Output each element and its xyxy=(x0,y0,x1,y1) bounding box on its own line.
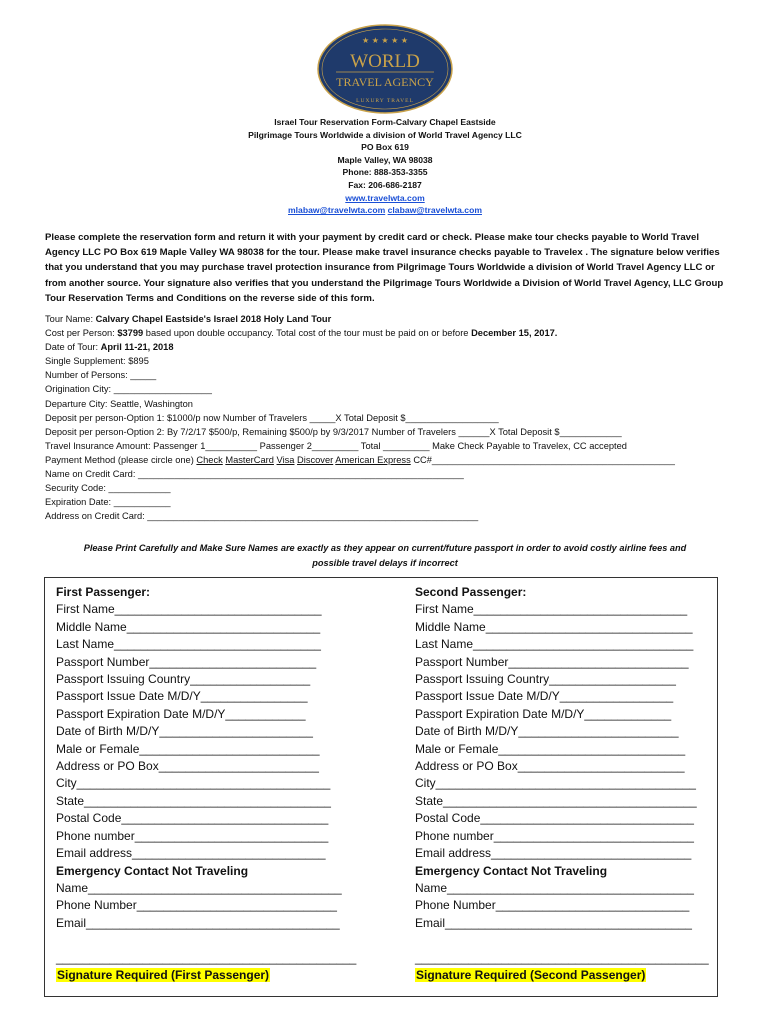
first-passenger-dob[interactable]: Date of Birth M/D/Y_______________________ xyxy=(56,724,313,739)
first-passenger-postal-code[interactable]: Postal Code_______________________________ xyxy=(56,811,329,826)
first-passenger-middle-name[interactable]: Middle Name_____________________________ xyxy=(56,619,321,634)
first-passenger-city[interactable]: City______________________________________ xyxy=(56,776,331,791)
card-address-field[interactable]: Address on Credit Card: ________________________________________________________________ xyxy=(45,511,479,522)
spacer xyxy=(56,932,356,949)
world-travel-agency-logo xyxy=(316,22,454,114)
second-passenger-city[interactable]: City_______________________________________ xyxy=(415,776,696,791)
second-passenger-first-name[interactable]: First Name________________________________ xyxy=(415,602,688,617)
logo-tagline: LUXURY TRAVEL xyxy=(356,98,414,104)
second-passenger-postal-code[interactable]: Postal Code________________________________ xyxy=(415,811,694,826)
credit-card-number-field[interactable]: CC#_______________________________________________ xyxy=(410,454,675,465)
second-passenger-passport-country[interactable]: Passport Issuing Country___________________ xyxy=(415,672,676,687)
first-emergency-phone[interactable]: Phone Number______________________________ xyxy=(56,898,337,913)
logo-stars: ★ ★ ★ ★ ★ xyxy=(361,36,409,45)
agency-division: Pilgrimage Tours Worldwide a division of World Travel Agency LLC xyxy=(248,129,522,140)
second-passenger-address[interactable]: Address or PO Box_________________________ xyxy=(415,759,685,774)
instructions-paragraph: Please complete the reservation form and return it with your payment by credit card or check. Please make tour checks payable to World Travel Agency LLC PO Box 619 Maple Valley WA 98038 for the tour. Please make travel insurance checks payable to Travelex . The signature below verifies that you understand that you may purchase travel protection insurance from Pilgrimage Tours Worldwide a division of World Travel Agency LLC or from another source. Your signature also verifies that you understand the Pilgrimage Tours Worldwide a Division of World Travel Agency, LLC Group Tour Reservation Terms and Conditions on the reverse side of this form. xyxy=(45,232,724,304)
second-passenger-phone[interactable]: Phone number______________________________ xyxy=(415,828,694,843)
security-code-field[interactable]: Security Code: ____________ xyxy=(45,483,171,494)
single-supplement: Single Supplement: $895 xyxy=(45,356,149,367)
second-passenger-email[interactable]: Email address______________________________ xyxy=(415,846,692,861)
second-signature-label: Signature Required (Second Passenger) xyxy=(416,967,646,982)
deposit-option-1-field[interactable]: Deposit per person-Option 1: $1000/p now Number of Travelers _____X Total Deposit $__________________ xyxy=(45,412,499,423)
second-emergency-contact-title: Emergency Contact Not Traveling xyxy=(415,863,608,878)
payment-deadline: December 15, 2017. xyxy=(471,328,558,339)
payment-option-discover[interactable]: Discover xyxy=(297,454,334,465)
expiration-date-field[interactable]: Expiration Date: ___________ xyxy=(45,497,171,508)
number-of-persons-field[interactable]: Number of Persons: _____ xyxy=(45,370,157,381)
city-state-zip: Maple Valley, WA 98038 xyxy=(337,154,433,165)
tour-name: Calvary Chapel Eastside's Israel 2018 Holy Land Tour xyxy=(95,314,332,324)
first-passenger-section xyxy=(56,584,356,984)
first-emergency-email[interactable]: Email______________________________________ xyxy=(56,915,340,930)
second-passenger-passport-expiration[interactable]: Passport Expiration Date M/D/Y_____________ xyxy=(415,706,672,721)
first-signature-label: Signature Required (First Passenger) xyxy=(57,967,270,982)
deposit-option-2-field[interactable]: Deposit per person-Option 2: By 7/2/17 $500/p, Remaining $500/p by 9/3/2017 Number of Travelers ______X Total Deposit $____________ xyxy=(45,426,622,437)
second-passenger-passport-issue-date[interactable]: Passport Issue Date M/D/Y_________________ xyxy=(415,689,674,704)
logo-word-travel-agency: TRAVEL AGENCY xyxy=(336,75,434,89)
second-passenger-middle-name[interactable]: Middle Name_______________________________ xyxy=(415,619,693,634)
tour-name-line: Tour Name: Calvary Chapel Eastside's Israel 2018 Holy Land Tour xyxy=(45,314,332,324)
first-passenger-passport-country[interactable]: Passport Issuing Country__________________ xyxy=(56,672,311,687)
agency-header xyxy=(0,116,770,217)
second-passenger-dob[interactable]: Date of Birth M/D/Y________________________ xyxy=(415,724,679,739)
travel-insurance-field[interactable]: Travel Insurance Amount: Passenger 1__________ Passenger 2_________ Total _________ Make Check Payable to Travelex, CC accepted xyxy=(45,440,627,451)
payment-option-mastercard[interactable]: MasterCard xyxy=(225,454,274,465)
second-passenger-state[interactable]: State______________________________________ xyxy=(415,793,697,808)
po-box: PO Box 619 xyxy=(361,142,409,153)
first-passenger-passport-issue-date[interactable]: Passport Issue Date M/D/Y________________ xyxy=(56,689,308,704)
name-on-card-field[interactable]: Name on Credit Card: _______________________________________________________________ xyxy=(45,469,464,480)
first-passenger-state[interactable]: State_____________________________________ xyxy=(56,793,331,808)
departure-city: Departure City: Seattle, Washington xyxy=(45,398,193,409)
first-passenger-last-name[interactable]: Last Name_______________________________ xyxy=(56,637,321,652)
payment-option-amex[interactable]: American Express xyxy=(335,454,411,465)
first-passenger-email[interactable]: Email address_____________________________ xyxy=(56,846,326,861)
first-passenger-first-name[interactable]: First Name_______________________________ xyxy=(56,602,322,617)
cost-amount: $3799 xyxy=(117,328,144,339)
second-passenger-last-name[interactable]: Last Name_________________________________ xyxy=(415,637,694,652)
payment-option-check[interactable]: Check xyxy=(196,454,223,465)
first-emergency-contact-title: Emergency Contact Not Traveling xyxy=(56,863,249,878)
form-title: Israel Tour Reservation Form-Calvary Chapel Eastside xyxy=(274,117,496,127)
second-emergency-name[interactable]: Name_____________________________________ xyxy=(415,880,694,895)
email-link-clabaw[interactable]: clabaw@travelwta.com xyxy=(387,205,482,216)
cost-line: Cost per Person: $3799 based upon double occupancy. Total cost of the tour must be paid on or before December 15, 2017. xyxy=(45,328,558,339)
website-link[interactable]: www.travelwta.com xyxy=(345,192,425,203)
second-passenger-passport-number[interactable]: Passport Number___________________________ xyxy=(415,654,689,669)
spacer xyxy=(415,932,709,949)
first-emergency-name[interactable]: Name______________________________________ xyxy=(56,880,342,895)
origination-city-field[interactable]: Origination City: ___________________ xyxy=(45,384,212,395)
first-passenger-title: First Passenger: xyxy=(56,585,151,599)
second-passenger-gender[interactable]: Male or Female____________________________ xyxy=(415,741,686,756)
tour-date: April 11-21, 2018 xyxy=(100,342,174,353)
email-link-mlabaw[interactable]: mlabaw@travelwta.com xyxy=(288,205,386,216)
first-signature-line[interactable]: _____________________________________________ xyxy=(56,950,357,965)
second-passenger-title: Second Passenger: xyxy=(415,585,527,599)
first-passenger-passport-number[interactable]: Passport Number_________________________ xyxy=(56,654,317,669)
first-passenger-passport-expiration[interactable]: Passport Expiration Date M/D/Y____________ xyxy=(56,706,306,721)
logo-word-world: WORLD xyxy=(350,51,420,72)
second-emergency-email[interactable]: Email_____________________________________ xyxy=(415,915,692,930)
first-passenger-phone[interactable]: Phone number_____________________________ xyxy=(56,828,329,843)
payment-method-line: Payment Method (please circle one) Check MasterCard Visa Discover American Express CC#_______________________________________________ xyxy=(45,454,675,465)
passport-warning: Please Print Carefully and Make Sure Names are exactly as they appear on current/future passport in order to avoid costly airline fees and possible travel delays if incorrect xyxy=(83,543,687,568)
first-passenger-gender[interactable]: Male or Female___________________________ xyxy=(56,741,320,756)
fax-number: Fax: 206-686-2187 xyxy=(348,179,422,190)
tour-date-line: Date of Tour: April 11-21, 2018 xyxy=(45,342,174,353)
first-passenger-address[interactable]: Address or PO Box________________________ xyxy=(56,759,319,774)
second-emergency-phone[interactable]: Phone Number_____________________________ xyxy=(415,898,690,913)
phone-number: Phone: 888-353-3355 xyxy=(342,167,428,178)
second-signature-line[interactable]: ____________________________________________ xyxy=(415,950,709,965)
payment-option-visa[interactable]: Visa xyxy=(276,454,295,465)
tour-details xyxy=(45,312,735,523)
second-passenger-section xyxy=(415,584,709,984)
